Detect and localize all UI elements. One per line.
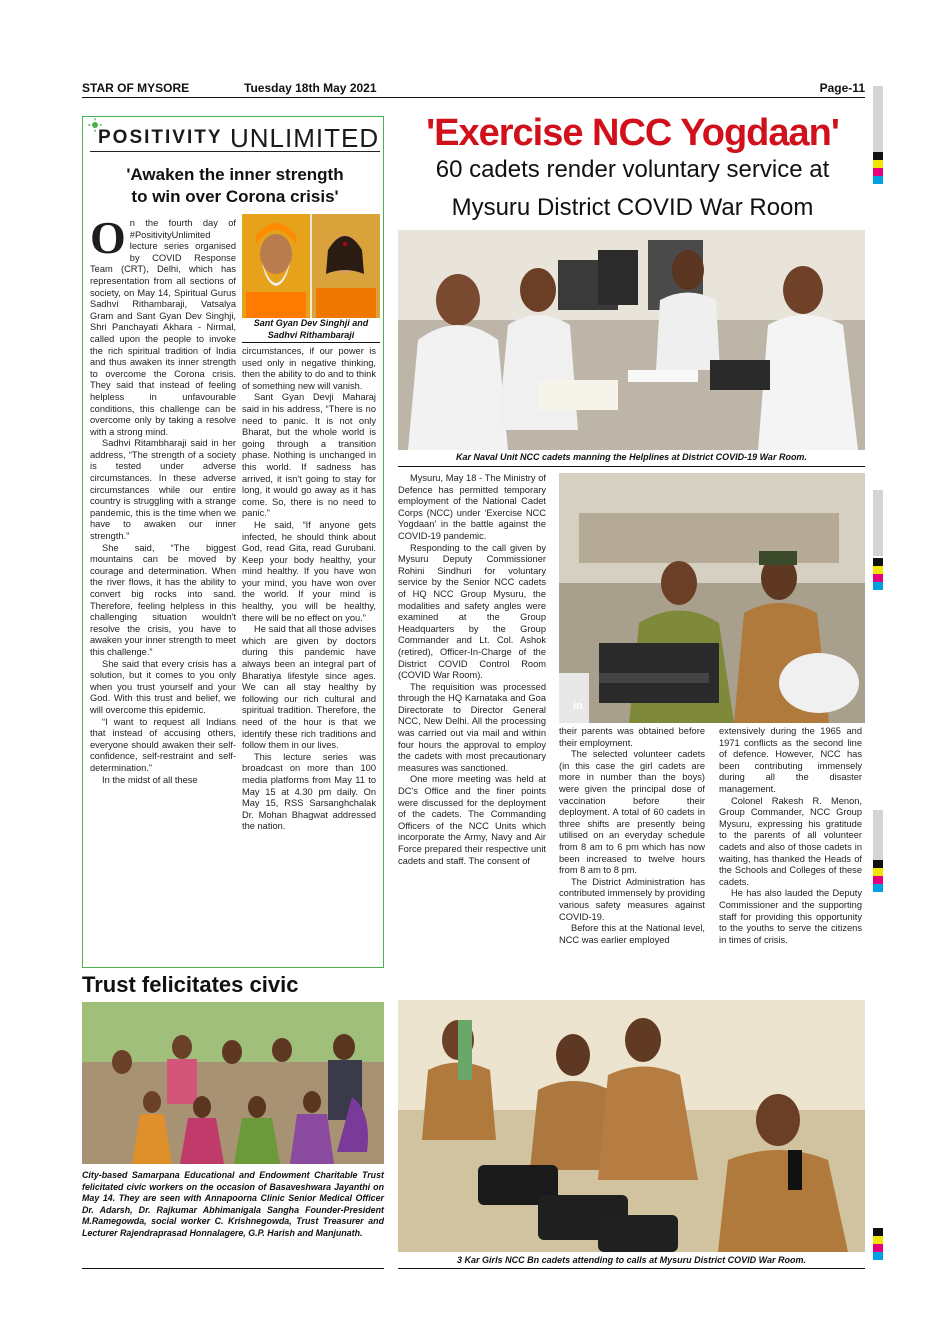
ncc-para: their parents was obtained before their employment. [559,726,705,748]
kicker-thin: UNLIMITED [230,123,380,153]
war-room-cadets-photo [559,473,865,723]
naval-cadets-caption: Kar Naval Unit NCC cadets manning the Helplines at District COVID-19 War Room. [456,452,807,462]
ncc-column-2 [559,726,705,946]
caption-rule [398,466,865,467]
title-line-2: to win over Corona crisis' [131,187,339,206]
ncc-para: He has also lauded the Deputy Commissioner and the supporting staff for providing this opportunity to the youths to serve the citizens in times of crisis. [719,888,862,945]
title-line-1: 'Awaken the inner strength [126,165,344,184]
ncc-para: The requisition was processed through the HQ Karnataka and Goa Directorate to Director General NCC, New Delhi. All the processing was carried out via mail and within four hours the approval to employ the cadets with most precautionary measures was sanctioned. [398,681,546,773]
positivity-para: On the fourth day of #PositivityUnlimited lecture series organised by COVID Response Team (CRT), Delhi, which has representation from all sections of society, on May 14, Spiritual Gurus Sadhvi Rithambaraji, Vatsalya Gram and Sant Gyan Dev Singhji, Shri Panchayati Akhara - Nirmal, called upon the people to invoke the rich spiritual tradition of India and thus awaken its inner strength to overcome the Corona crisis. They said that instead of feeling helpless in unfavourable conditions, this challenge can be overcome only by taking a resolve with a strong mind. [90,212,236,437]
ncc-headline: 'Exercise NCC Yogdaan' [426,112,839,154]
ncc-para: extensively during the 1965 and 1971 conflicts as the second line of defence. However, NCC has been contributing immensely during all the disaster management. [719,726,862,794]
color-bar-bottom [873,1228,883,1260]
positivity-para: Sadhvi Ritambharaji said in her address, “The strength of a society is tested under adverse circumstances. In these adverse circumstances while our entire country is struggling with a strange pandemic, this is the time when we have to awaken our inner strength.” [90,438,236,542]
caption-rule [398,1268,865,1269]
naval-cadets-photo [398,230,865,450]
positivity-column-2 [242,346,376,833]
positivity-para: “I want to request all Indians that instead of accusing others, everyone should awaken their self-confidence, self-restraint and self-determination.” [90,716,236,773]
color-bar-mid [873,558,883,590]
ncc-para: The District Administration has contributed immensely by providing various safety measures against COVID-19. [559,876,705,922]
positivity-para: In the midst of all these [102,774,198,785]
positivity-para: Sant Gyan Devji Maharaj said in his address, “There is no need to panic. It is not only Bharat, but the whole world is going through a transition phase. Nothing is unchanged in this world. If sadness has arrived, it isn't going to stay for long, it would go away as it has come. So, there is no need to panic.” [242,392,376,519]
ncc-subhead-line-2: Mysuru District COVID War Room [451,194,814,221]
photo-watermark: in [573,700,583,712]
ncc-para: Mysuru, May 18 - The Ministry of Defence has permitted temporary employment of the National Cadet Corps (NCC) under ‘Exercise NCC Yogdaan’ in the battle against the COVID-19 pandemic. [398,473,546,541]
positivity-para: circumstances, if our power is used only in negative thinking, then the ability to do and to think of something new will vanish. [242,346,376,391]
positivity-column-1 [90,212,236,786]
positivity-para: He said that all those advises which are given by doctors during this pandemic have always been an integral part of Bharatiya lifestyle since ages. We can all stay healthy by following our rich cultural and spiritual tradition. Therefore, the need of the hour is that we identify these rich traditions and follow them in our lives. [242,624,376,751]
issue-date: Tuesday 18th May 2021 [244,81,377,95]
paper-name: STAR OF MYSORE [82,81,190,95]
positivity-title [90,164,380,208]
color-bar-low [873,860,883,892]
gray-registration-strip-mid [873,490,883,556]
civic-workers-caption: City-based Samarpana Educational and Endowment Charitable Trust felicitated civic workers on the occasion of Basaveshwara Jayanthi on May 14. They are seen with Annapoorna Clinic Senior Medical Officer Dr. Adarsh, Dr. Rajkumar Abhimanigala Sangha Founder-President M.Ramegowda, social worker C. Krishnegowda, Trust Treasurer and Lecturer Rajendraprasad Honnalagere, G.P. Harish and Manjunath. [82,1170,384,1238]
girls-cadets-caption: 3 Kar Girls NCC Bn cadets attending to calls at Mysuru District COVID War Room. [457,1255,806,1265]
positivity-para: He said, “If anyone gets infected, he should think about God, read Gita, read Gurubani. Keep your body healthy, your mind healthy. If you have won your mind, you have won over the world. If your mind is healthy, you will be healthy, there will be no effect on you.” [242,519,376,623]
ncc-column-3 [719,726,862,946]
positivity-para: This lecture series was broadcast on more than 100 media platforms from May 11 to May 15 at 4.30 pm daily. On May 15, RSS Sarsanghchalak Dr. Mohan Bhagwat addressed the nation. [242,751,376,832]
caption-rule [82,1268,384,1269]
ncc-subhead-line-1: 60 cadets render voluntary service at [435,156,830,183]
color-bar-top [873,152,883,184]
girls-cadets-photo [398,1000,865,1252]
masthead [82,80,865,98]
positivity-para: She said that every crisis has a solution, but it comes to you only when you trust yourself and your God. With this trust and belief, we will overcome this epidemic. [90,658,236,715]
gray-registration-strip-low [873,810,883,860]
ncc-para: Colonel Rakesh R. Menon, Group Commander, NCC Group Mysuru, expressing his gratitude to the parents of all volunteer cadets and also of those cadets in waiting, has thanked the Heads of the Schools and Colleges of these cadets. [719,795,862,887]
ncc-para: Before this at the National level, NCC was earlier employed [559,923,705,945]
ncc-column-1 [398,473,546,867]
dropcap: O [90,212,126,263]
positivity-para: She said, “The biggest mountains can be moved by courage and determination. When the river flows, it has the ability to convert big rocks into sand. Therefore, feeling helpless in this challenging situation wouldn't resolve the crisis, you have to awaken your inner strength to meet this challenge.” [90,542,236,657]
page-number: Page-11 [819,81,865,95]
caption-rule [242,342,380,343]
gray-registration-strip [873,86,883,152]
trust-headline: Trust felicitates civic [82,972,299,997]
ncc-para: Responding to the call given by Mysuru Deputy Commissioner Rohini Sindhuri for voluntary service by the Senior NCC cadets of HQ NCC Group Mysuru, the modalities and safety angles were examined at the Group Headquarters by the Group Commander and Lt. Col. Ashok (retired), Officer-In-Charge of the District COVID Control Room (COVID War Room). [398,542,546,681]
positivity-kicker [90,122,380,152]
gurus-photo [242,214,380,318]
ncc-para: The selected volunteer cadets (in this case the girl cadets are more in number than the boys) were given the principal dose of vaccination before their deployment. A total of 60 cadets in three shifts are presently being utilised on an everyday schedule from 8 am to 6 pm which has now been increased to twelve hours from 8 am to 8 pm. [559,749,705,876]
gurus-photo-caption: Sant Gyan Dev Singhji and Sadhvi Rithambaraji [253,318,369,340]
ncc-para: One more meeting was held at DC's Office and the finer points were discussed for the deployment of the cadets. The Commanding Officers of the NCC Units which incorporate the Army, Navy and Air Force prepared their respective unit cadets and staff. The consent of [398,774,546,866]
civic-workers-photo [82,1002,384,1164]
kicker-bold: POSITIVITY [98,127,223,148]
